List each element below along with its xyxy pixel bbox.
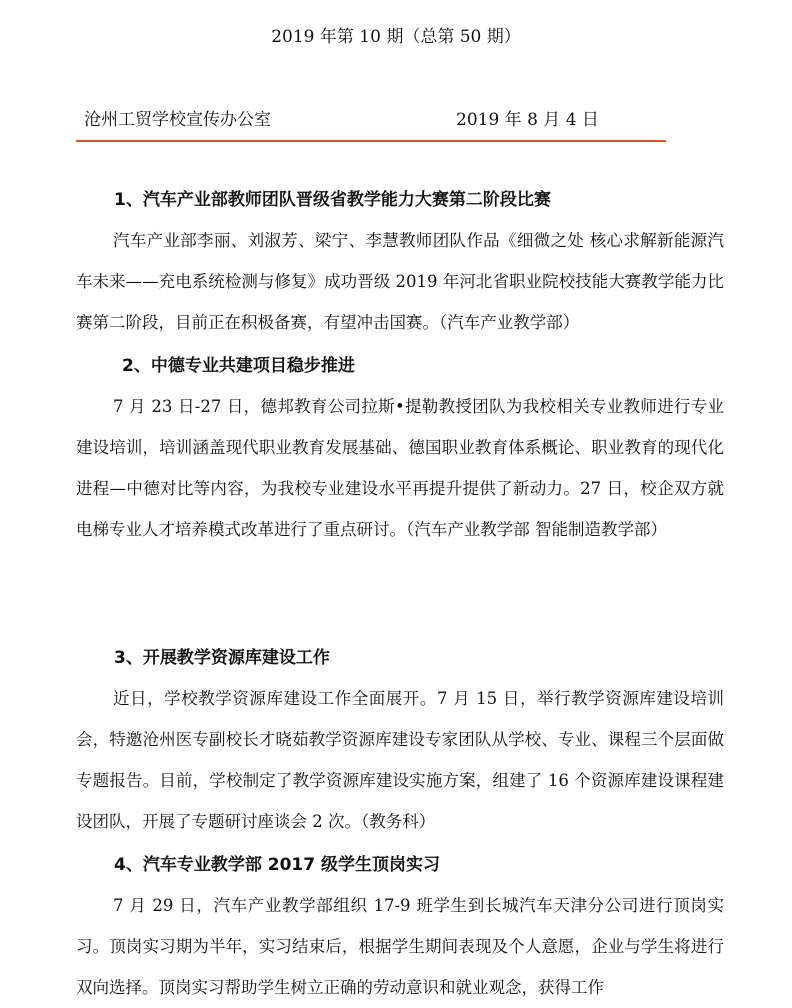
article-2 [76,346,724,550]
article-body: 汽车产业部李丽、刘淑芳、梁宁、李慧教师团队作品《细微之处 核心求解新能源汽车未来——充电系统检测与修复》成功晋级 2019 年河北省职业院校技能大赛教学能力比赛第二阶段，目前正在积极备赛，有望冲击国赛。（汽车产业教学部） [76,231,724,332]
article-heading: 2、中德专业共建项目稳步推进 [122,356,355,376]
publisher: 沧州工贸学校宣传办公室 [84,110,271,130]
article-3 [76,638,724,842]
header-divider [76,140,666,142]
article-1 [76,180,724,343]
article-body: 近日，学校教学资源库建设工作全面展开。7 月 15 日，举行教学资源库建设培训会，特邀沧州医专副校长才晓茹教学资源库建设专家团队从学校、专业、课程三个层面做专题报告。目前，学校制定了教学资源库建设实施方案，组建了 16 个资源库建设课程建设团队，开展了专题研讨座谈会 2 次。（教务科） [76,689,724,831]
article-heading: 4、汽车专业教学部 2017 级学生顶岗实习 [114,855,440,875]
publish-date: 2019 年 8 月 4 日 [456,110,599,130]
article-heading: 1、汽车产业部教师团队晋级省教学能力大赛第二阶段比赛 [114,190,551,210]
article-heading: 3、开展教学资源库建设工作 [114,648,330,668]
article-body: 7 月 23 日-27 日，德邦教育公司拉斯•提勒教授团队为我校相关专业教师进行专业建设培训，培训涵盖现代职业教育发展基础、德国职业教育体系概论、职业教育的现代化进程—中德对比等内容，为我校专业建设水平再提升提供了新动力。27 日，校企双方就电梯专业人才培养模式改革进行了重点研讨。（汽车产业教学部 智能制造教学部） [76,397,724,539]
issue-number: 2019 年第 10 期（总第 50 期） [271,27,521,47]
article-4 [76,845,724,1008]
article-body: 7 月 29 日，汽车产业教学部组织 17-9 班学生到长城汽车天津分公司进行顶岗实习。顶岗实习期为半年，实习结束后，根据学生期间表现及个人意愿，企业与学生将进行双向选择。顶岗实习帮助学生树立正确的劳动意识和就业观念，获得工作 [76,896,724,997]
